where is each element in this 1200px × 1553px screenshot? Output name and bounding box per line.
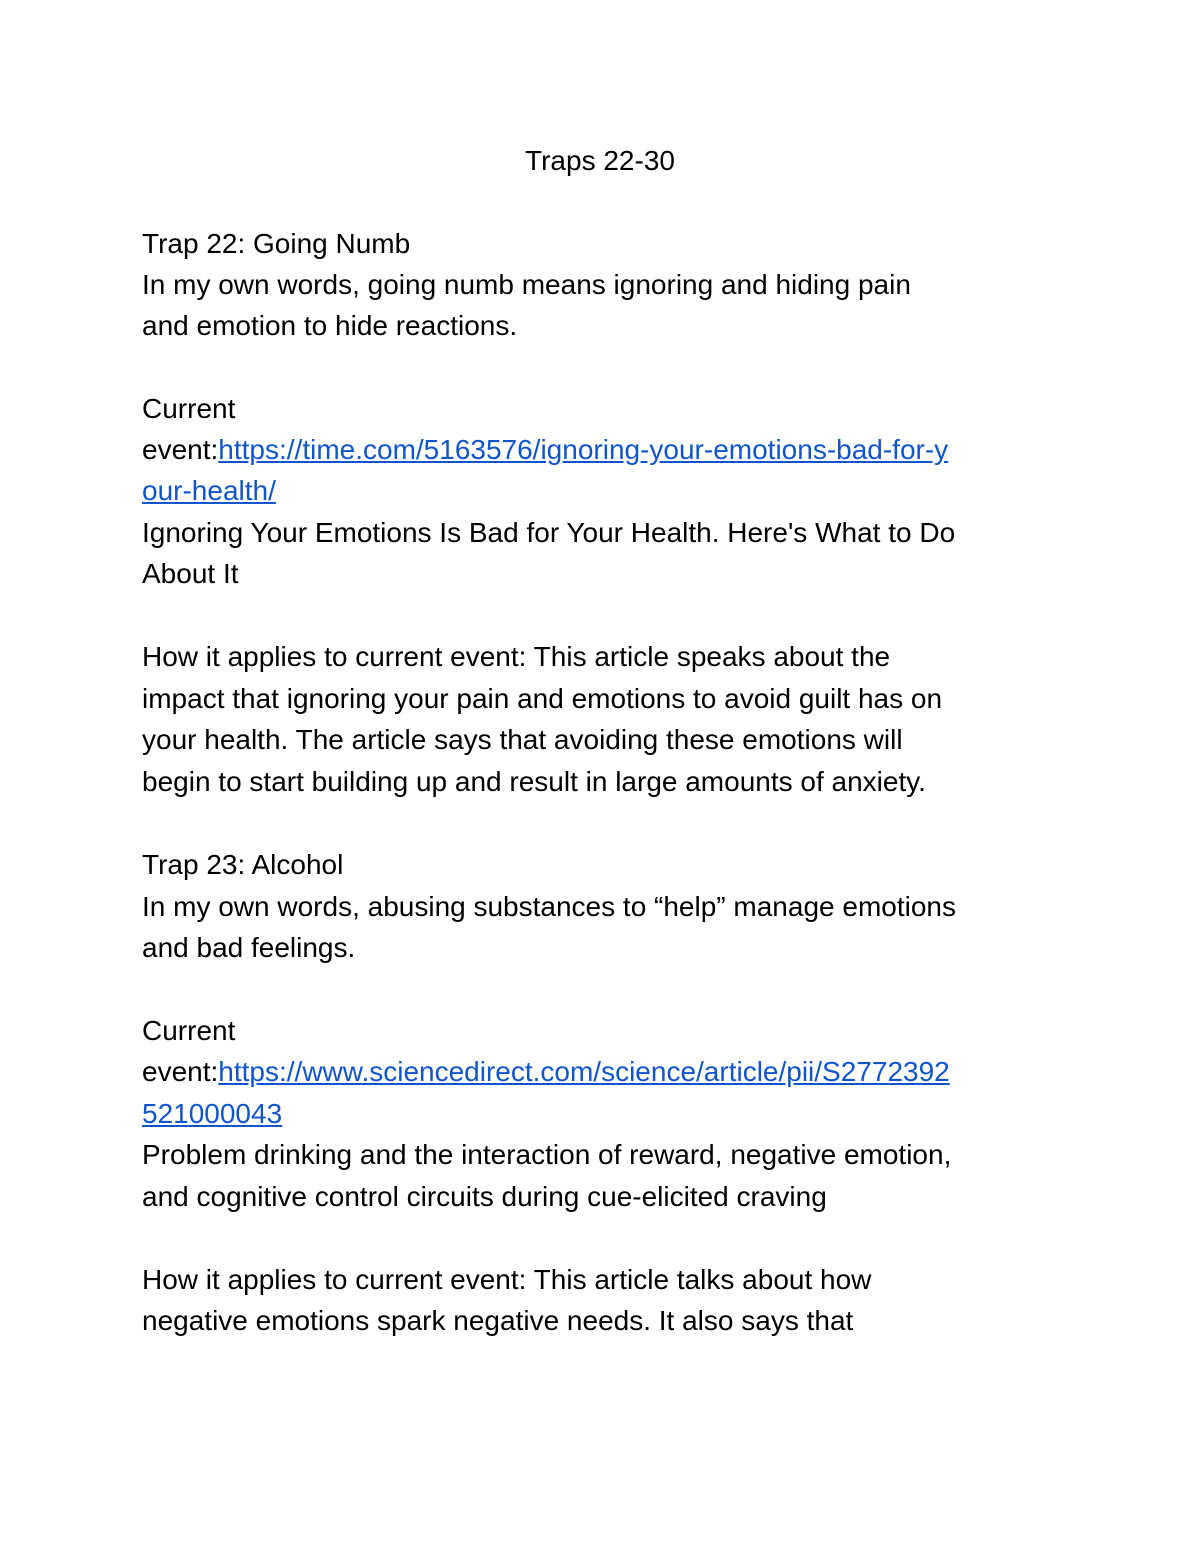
trap23-article-link[interactable]: https://www.sciencedirect.com/science/article/pii/S2772392 bbox=[218, 1056, 950, 1087]
trap22-applies-line3: your health. The article says that avoiding these emotions will bbox=[142, 724, 903, 755]
trap23-applies-line1: How it applies to current event: This article talks about how bbox=[142, 1264, 872, 1295]
trap22-article-link-continued[interactable]: our-health/ bbox=[142, 475, 276, 506]
trap22-event-label: event: bbox=[142, 434, 219, 465]
trap23-applies-line2: negative emotions spark negative needs. It also says that bbox=[142, 1305, 854, 1336]
trap22-applies-line2: impact that ignoring your pain and emotions to avoid guilt has on bbox=[142, 683, 943, 714]
trap23-words-line2: and bad feelings. bbox=[142, 932, 356, 963]
trap23-event-label: event: bbox=[142, 1056, 219, 1087]
trap23-current-event-line bbox=[142, 1055, 950, 1089]
trap22-words-line1: In my own words, going numb means ignoring and hiding pain bbox=[142, 269, 911, 300]
trap22-article-title-line2: About It bbox=[142, 558, 239, 589]
document-title: Traps 22-30 bbox=[525, 145, 675, 176]
trap23-heading: Trap 23: Alcohol bbox=[142, 849, 344, 880]
trap22-applies-line4: begin to start building up and result in large amounts of anxiety. bbox=[142, 766, 926, 797]
trap22-heading: Trap 22: Going Numb bbox=[142, 228, 411, 259]
trap23-current-label: Current bbox=[142, 1015, 236, 1046]
trap22-article-title-line1: Ignoring Your Emotions Is Bad for Your Health. Here's What to Do bbox=[142, 517, 956, 548]
trap23-article-title-line1: Problem drinking and the interaction of reward, negative emotion, bbox=[142, 1139, 952, 1170]
trap23-article-title-line2: and cognitive control circuits during cue-elicited craving bbox=[142, 1181, 827, 1212]
trap23-article-link-continued[interactable]: 521000043 bbox=[142, 1098, 283, 1129]
trap22-article-link[interactable]: https://time.com/5163576/ignoring-your-emotions-bad-for-y bbox=[218, 434, 949, 465]
trap23-words-line1: In my own words, abusing substances to “help” manage emotions bbox=[142, 891, 956, 922]
trap23-link-continuation bbox=[142, 1097, 282, 1131]
trap22-current-label: Current bbox=[142, 393, 236, 424]
trap22-words-line2: and emotion to hide reactions. bbox=[142, 310, 518, 341]
trap22-link-continuation bbox=[142, 474, 276, 508]
trap22-current-event-line bbox=[142, 433, 948, 467]
trap22-applies-line1: How it applies to current event: This article speaks about the bbox=[142, 641, 891, 672]
